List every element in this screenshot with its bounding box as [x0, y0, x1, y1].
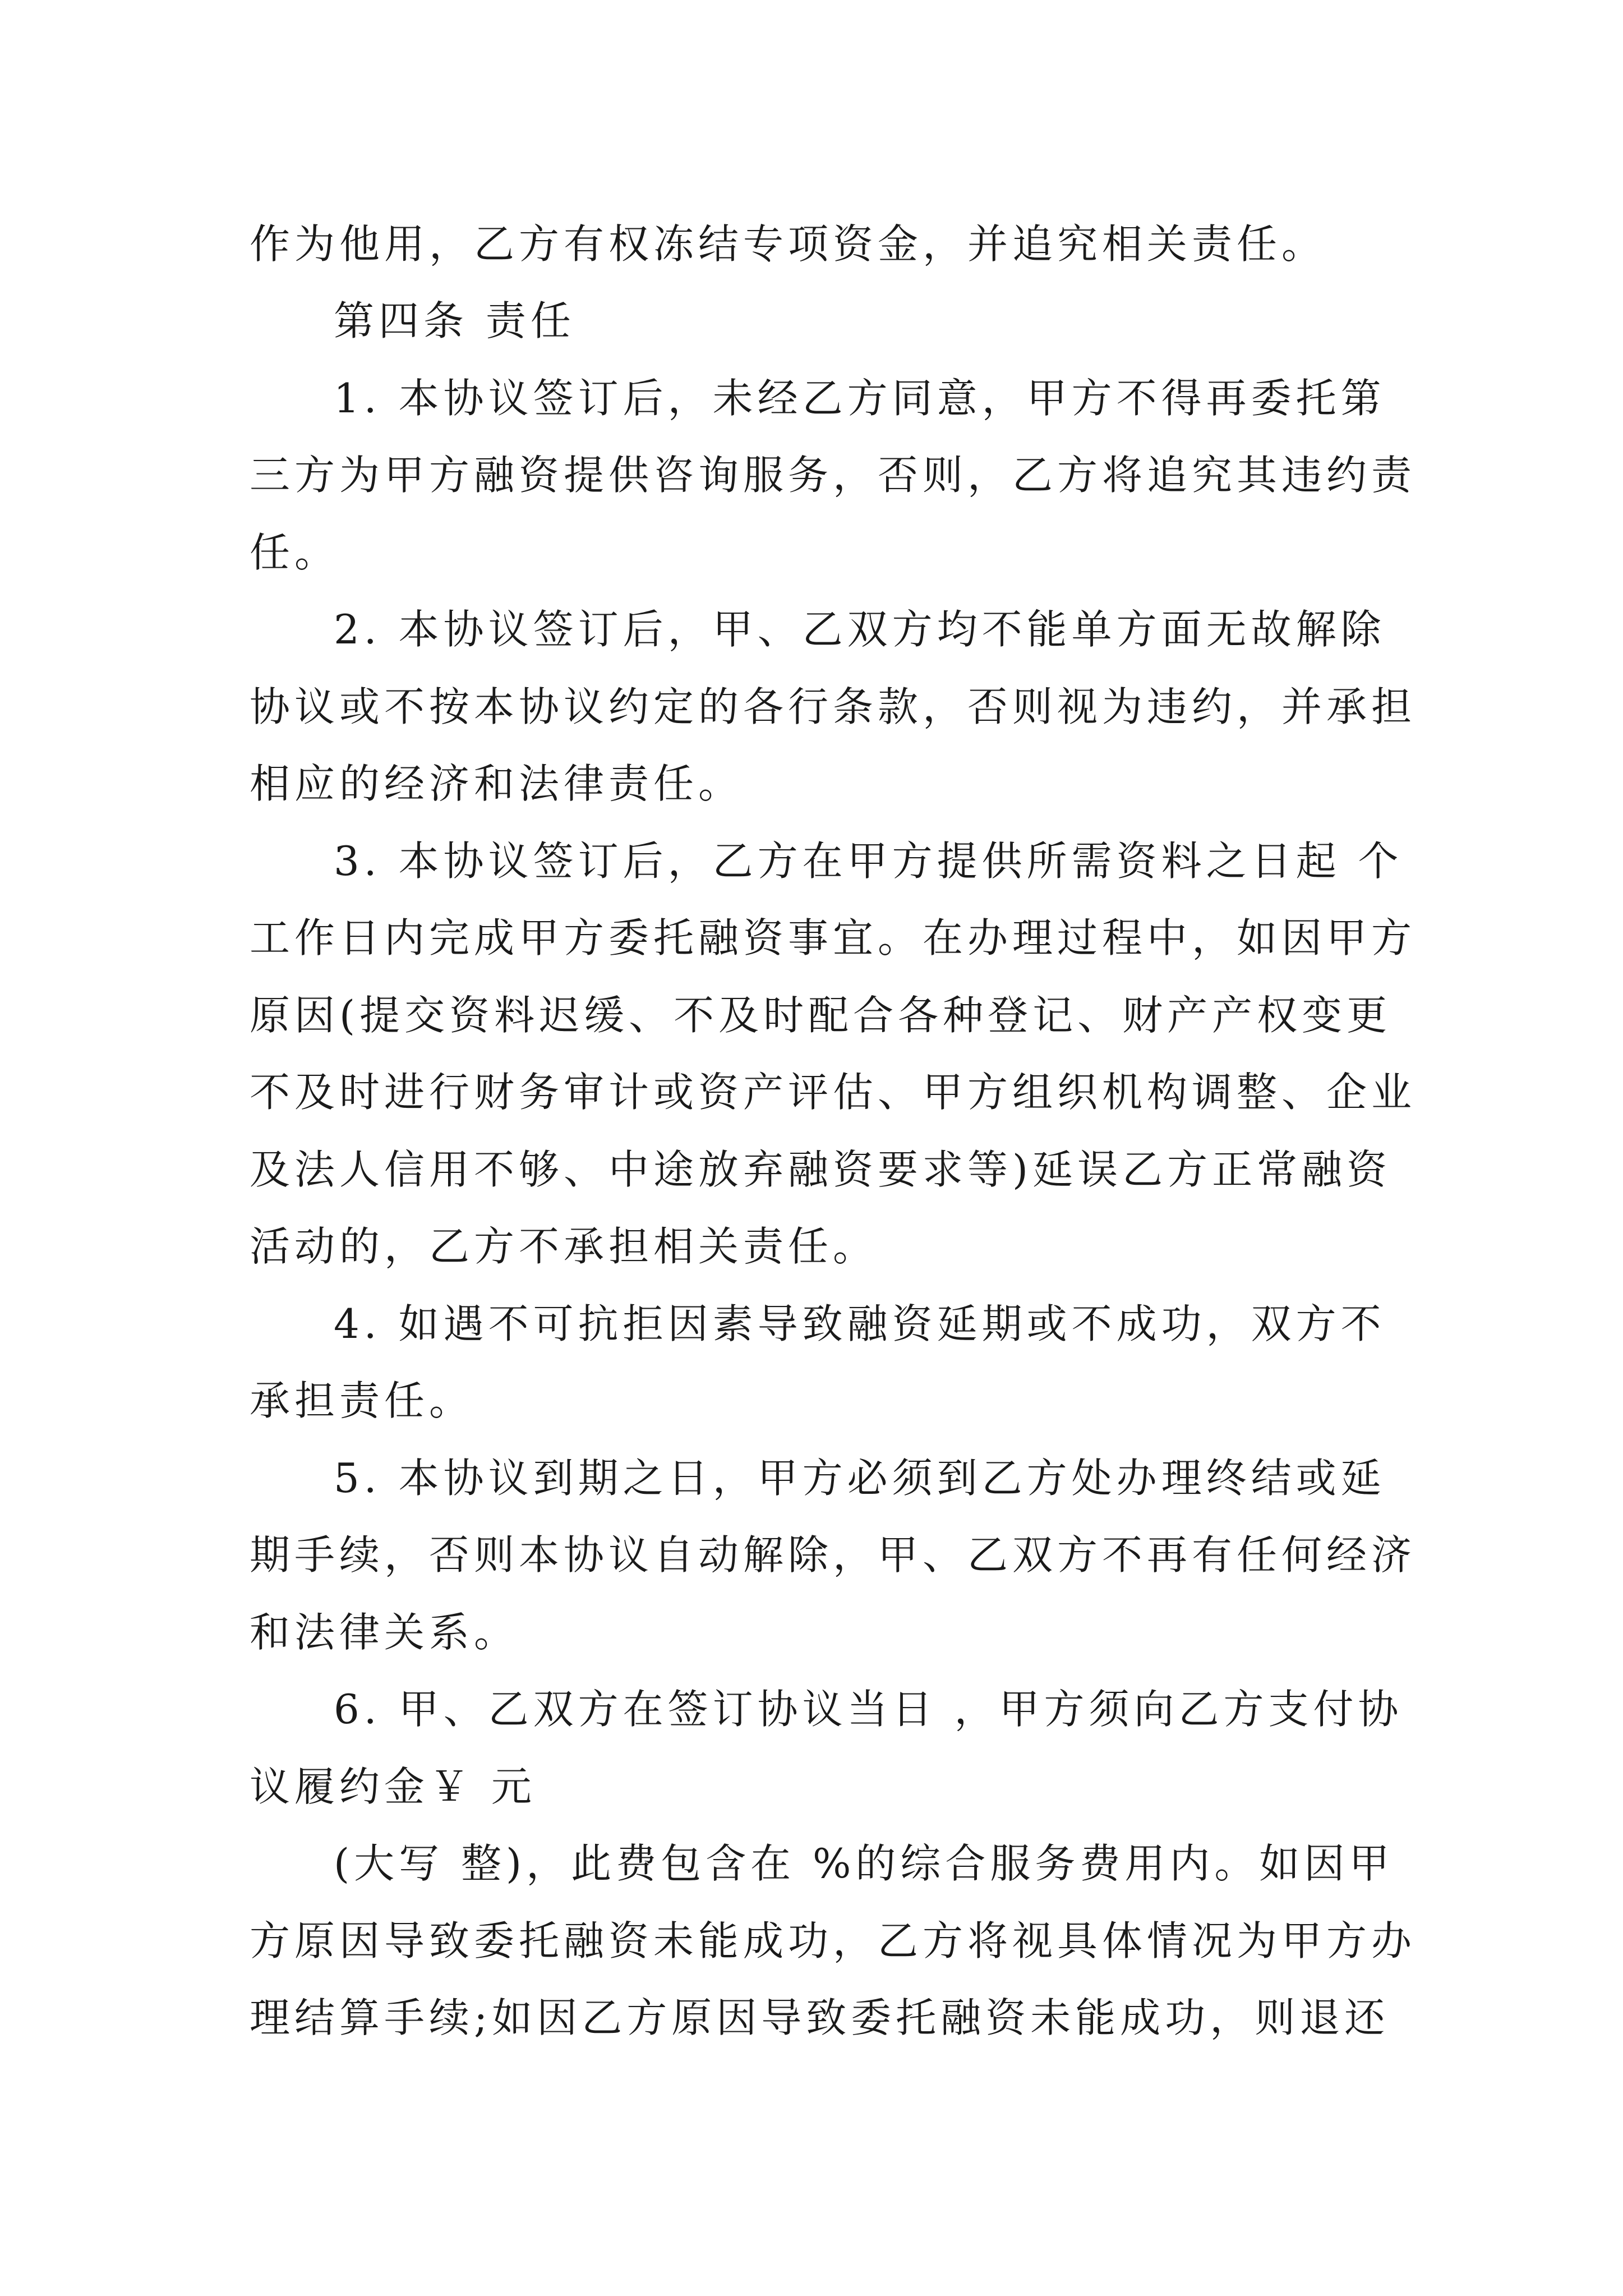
text-line: 活动的，乙方不承担相关责任。 [250, 1223, 878, 1270]
text-line: 1. 本协议签订后，未经乙方同意，甲方不得再委托第 [334, 375, 1386, 422]
text-line: 方原因导致委托融资未能成功，乙方将视具体情况为甲方办 [250, 1917, 1417, 1964]
text-line: 及法人信用不够、中途放弃融资要求等)延误乙方正常融资 [250, 1146, 1392, 1193]
text-line: 议履约金￥ 元 [250, 1763, 536, 1810]
text-line: 3. 本协议签订后，乙方在甲方提供所需资料之日起 个 [334, 838, 1403, 885]
text-line: 相应的经济和法律责任。 [250, 760, 744, 807]
section-heading: 第四条 责任 [334, 297, 575, 344]
text-line: 理结算手续;如因乙方原因导致委托融资未能成功，则退还 [250, 1994, 1390, 2041]
text-line: 不及时进行财务审计或资产评估、甲方组织机构调整、企业 [250, 1069, 1417, 1116]
text-line: 期手续，否则本协议自动解除，甲、乙双方不再有任何经济 [250, 1531, 1417, 1579]
text-line: 协议或不按本协议约定的各行条款，否则视为违约，并承担 [250, 683, 1417, 730]
text-line: 任。 [250, 529, 340, 576]
text-line: 工作日内完成甲方委托融资事宜。在办理过程中，如因甲方 [250, 914, 1417, 961]
text-line: 2. 本协议签订后，甲、乙双方均不能单方面无故解除 [334, 606, 1386, 653]
text-line: 原因(提交资料迟缓、不及时配合各种登记、财产产权变更 [250, 992, 1392, 1039]
text-line: 6. 甲、乙双方在签订协议当日 ，甲方须向乙方支付协 [334, 1686, 1403, 1733]
text-line: (大写 整)，此费包含在 %的综合服务费用内。如因甲 [334, 1840, 1394, 1887]
text-line: 承担责任。 [250, 1377, 474, 1424]
text-line: 4. 如遇不可抗拒因素导致融资延期或不成功，双方不 [334, 1300, 1386, 1347]
text-line: 和法律关系。 [250, 1609, 519, 1656]
text-line: 作为他用，乙方有权冻结专项资金，并追究相关责任。 [250, 220, 1327, 268]
text-line: 5. 本协议到期之日，甲方必须到乙方处办理终结或延 [334, 1455, 1386, 1502]
text-line: 三方为甲方融资提供咨询服务，否则，乙方将追究其违约责 [250, 452, 1417, 499]
